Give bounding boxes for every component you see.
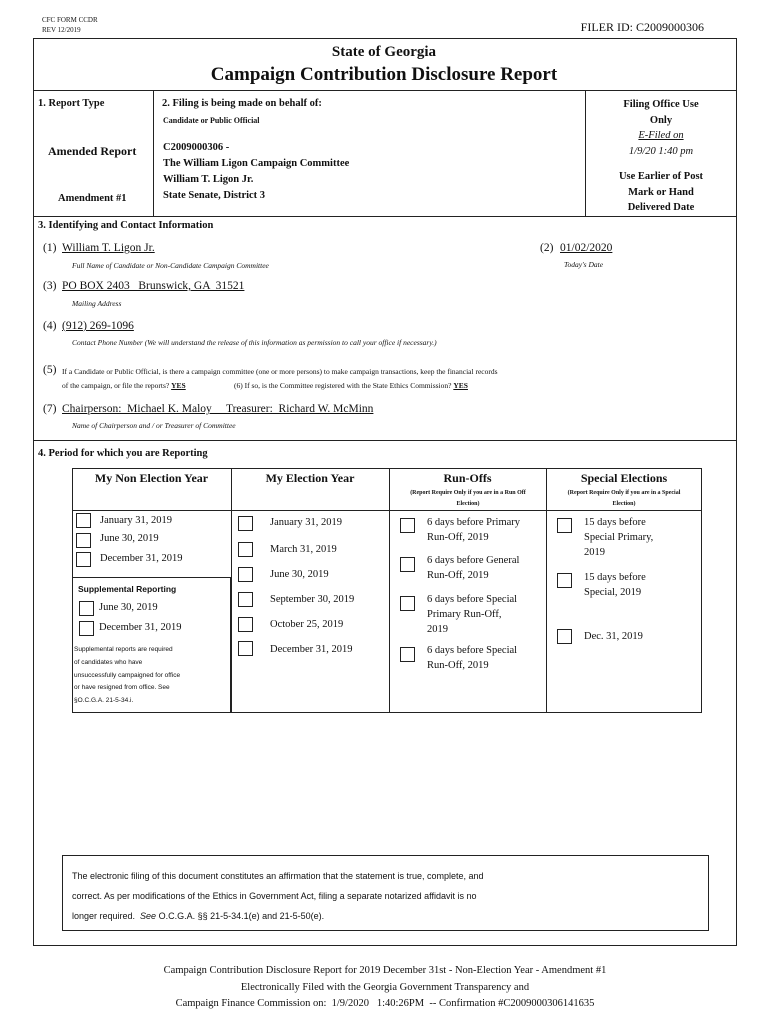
- checkbox-election-oct-25[interactable]: [238, 617, 253, 632]
- runoff-line: Run-Off, 2019: [427, 660, 489, 671]
- runoff-line: Primary Run-Off,: [427, 609, 502, 620]
- affirmation-line: [72, 906, 484, 926]
- efiled-label: E-Filed on: [638, 130, 684, 141]
- note-line: or have resigned from office. See: [74, 684, 170, 692]
- runoff-line: Run-Off, 2019: [427, 570, 489, 581]
- committee-question-cont: [62, 381, 186, 390]
- period-label: June 30, 2019: [270, 569, 329, 580]
- period-label: January 31, 2019: [270, 517, 343, 528]
- office-note: Delivered Date: [627, 202, 695, 213]
- divider: [153, 90, 154, 216]
- runoff-label: [427, 515, 520, 545]
- filing-behalf-subtitle: Candidate or Public Official: [163, 116, 260, 125]
- checkbox-jan-31[interactable]: [76, 513, 91, 528]
- divider: [546, 468, 547, 713]
- affirmation-text-part: longer required.: [72, 911, 141, 921]
- filer-line: The William Ligon Campaign Committee: [163, 158, 350, 169]
- field-3-number: (3): [43, 280, 57, 292]
- field-7-number: (7): [43, 403, 57, 415]
- filer-line: C2009000306 -: [163, 142, 230, 153]
- affirmation-see: See: [140, 911, 157, 921]
- supplemental-header: Supplemental Reporting: [78, 584, 177, 594]
- special-line: Special, 2019: [584, 587, 642, 598]
- candidate-name: William T. Ligon Jr.: [62, 242, 155, 254]
- footer: [0, 963, 770, 1013]
- note-line: of candidates who have: [74, 658, 143, 666]
- runoff-line: Run-Off, 2019: [427, 532, 489, 543]
- supplemental-note: [74, 644, 180, 708]
- supp-period-label: December 31, 2019: [99, 622, 182, 633]
- filer-line: William T. Ligon Jr.: [163, 174, 254, 185]
- section3-label: 3. Identifying and Contact Information: [38, 220, 214, 231]
- checkbox-general-runoff[interactable]: [400, 557, 415, 572]
- affirmation-line: correct. As per modifications of the Ethics in Government Act, filing a separate notarized affidavit is no: [72, 891, 477, 901]
- affirmation-line: The electronic filing of this document constitutes an affirmation that the statement is true, complete, and: [72, 871, 484, 881]
- filer-block: [163, 140, 349, 204]
- registration-answer: YES: [453, 381, 468, 390]
- committee-answer: YES: [171, 381, 186, 390]
- checkbox-election-mar-31[interactable]: [238, 542, 253, 557]
- checkbox-dec-31[interactable]: [76, 552, 91, 567]
- affirmation-text: [72, 866, 484, 926]
- checkbox-special-runoff[interactable]: [400, 647, 415, 662]
- contact-phone-caption: Contact Phone Number (We will understand the release of this information as permission to call your office if necessary.): [72, 338, 437, 347]
- divider: [72, 510, 702, 511]
- period-label: December 31, 2019: [270, 644, 353, 655]
- footer-line: Electronically Filed with the Georgia Government Transparency and: [240, 981, 530, 993]
- form-revision: REV 12/2019: [42, 26, 81, 34]
- note-line: unsuccessfully campaigned for office: [74, 671, 181, 679]
- report-type-label: 1. Report Type: [38, 98, 105, 109]
- divider: [33, 440, 737, 441]
- note-line: Supplemental reports are required: [74, 646, 173, 653]
- period-label: June 30, 2019: [100, 533, 159, 544]
- runoff-label: [427, 643, 517, 673]
- registration-question: [234, 381, 468, 390]
- col-runoffs-subheader: (Report Require Only if you are in a Run Off Election): [410, 490, 526, 507]
- checkbox-election-dec-31[interactable]: [238, 641, 253, 656]
- checkbox-jun-30[interactable]: [76, 533, 91, 548]
- divider: [231, 468, 232, 713]
- checkbox-special[interactable]: [557, 573, 572, 588]
- special-label: Dec. 31, 2019: [584, 631, 643, 642]
- mailing-address-caption: Mailing Address: [72, 299, 122, 308]
- todays-date-caption: Today's Date: [564, 260, 604, 269]
- period-label: December 31, 2019: [100, 553, 183, 564]
- chairperson-treasurer: Chairperson: Michael K. Maloy Treasurer: Richard W. McMinn: [62, 403, 374, 415]
- footer-line: Campaign Contribution Disclosure Report for 2019 December 31st - Non-Election Year - Amendment #1: [163, 965, 607, 976]
- report-title: Campaign Contribution Disclosure Report: [210, 64, 558, 85]
- filing-behalf-label: 2. Filing is being made on behalf of:: [162, 98, 322, 109]
- runoff-line: 6 days before Special: [427, 594, 518, 605]
- office-use-block: [586, 97, 736, 216]
- todays-date: 01/02/2020: [560, 242, 613, 254]
- amendment-number: Amendment #1: [58, 193, 127, 204]
- runoff-line: 6 days before Special: [427, 645, 518, 656]
- checkbox-supp-jun-30[interactable]: [79, 601, 94, 616]
- field-5-number: (5): [43, 364, 57, 376]
- checkbox-election-jan-31[interactable]: [238, 516, 253, 531]
- field-1-number: (1): [43, 242, 57, 254]
- col-runoffs-header: Run-Offs: [443, 471, 492, 485]
- footer-line: Campaign Finance Commission on: 1/9/2020 1:40:26PM -- Confirmation #C2009000306141635: [175, 998, 595, 1009]
- special-line: 15 days before: [584, 517, 646, 528]
- special-label: [584, 515, 653, 560]
- state-title: State of Georgia: [331, 44, 437, 60]
- committee-question: If a Candidate or Public Official, is there a campaign committee (one or more persons) to make campaign transactions, keep the financial records: [62, 367, 498, 376]
- field-4-number: (4): [43, 320, 57, 332]
- committee-question-text: of the campaign, or file the reports?: [62, 381, 170, 390]
- field-2-number: (2): [540, 242, 554, 254]
- contact-phone: (912) 269-1096: [62, 320, 134, 332]
- divider: [33, 90, 737, 91]
- candidate-name-caption: Full Name of Candidate or Non-Candidate Campaign Committee: [72, 261, 269, 270]
- report-type-value: Amended Report: [48, 144, 137, 158]
- section4-label: 4. Period for which you are Reporting: [38, 448, 208, 459]
- filer-id: FILER ID: C2009000306: [580, 20, 704, 34]
- checkbox-election-sep-30[interactable]: [238, 592, 253, 607]
- col-special-subheader: (Report Require Only if you are in a Special Election): [567, 490, 681, 507]
- divider: [389, 468, 390, 713]
- efiled-date: 1/9/20 1:40 pm: [628, 145, 694, 157]
- special-line: Special Primary,: [584, 532, 654, 543]
- chairperson-treasurer-caption: Name of Chairperson and / or Treasurer of Committee: [72, 421, 236, 430]
- period-label: January 31, 2019: [100, 515, 173, 526]
- runoff-line: 6 days before Primary: [427, 517, 521, 528]
- runoff-line: 2019: [427, 624, 448, 635]
- registration-question-text: (6) If so, is the Committee registered with the State Ethics Commission?: [234, 381, 452, 390]
- col-election-header: My Election Year: [265, 471, 355, 485]
- office-use-only: Only: [649, 114, 673, 126]
- special-line: 15 days before: [584, 572, 646, 583]
- special-line: 2019: [584, 547, 605, 558]
- runoff-label: [427, 553, 519, 583]
- checkbox-election-jun-30[interactable]: [238, 567, 253, 582]
- runoff-line: 6 days before General: [427, 555, 520, 566]
- period-label: March 31, 2019: [270, 544, 337, 555]
- col-special-header: Special Elections: [580, 471, 668, 485]
- checkbox-special-primary[interactable]: [557, 518, 572, 533]
- special-label: [584, 570, 646, 600]
- checkbox-primary-runoff[interactable]: [400, 518, 415, 533]
- runoff-label: [427, 592, 517, 637]
- period-label: October 25, 2019: [270, 619, 344, 630]
- office-note: Use Earlier of Post: [618, 171, 704, 182]
- divider: [33, 216, 737, 217]
- office-use-title: Filing Office Use: [623, 99, 699, 110]
- supp-period-label: June 30, 2019: [99, 602, 158, 613]
- col-non-election-header: My Non Election Year: [94, 471, 209, 485]
- checkbox-special-dec-31[interactable]: [557, 629, 572, 644]
- checkbox-supp-dec-31[interactable]: [79, 621, 94, 636]
- form-id: CFC FORM CCDR: [42, 16, 98, 24]
- office-note: Mark or Hand: [628, 186, 694, 198]
- filer-line: State Senate, District 3: [163, 190, 266, 201]
- affirmation-citation: O.C.G.A. §§ 21-5-34.1(e) and 21-5-50(e).: [156, 911, 325, 921]
- checkbox-special-primary-runoff[interactable]: [400, 596, 415, 611]
- note-line: §O.C.G.A. 21-5-34.i.: [74, 697, 134, 705]
- mailing-address: PO BOX 2403 Brunswick, GA 31521: [62, 280, 245, 292]
- period-label: September 30, 2019: [270, 594, 355, 605]
